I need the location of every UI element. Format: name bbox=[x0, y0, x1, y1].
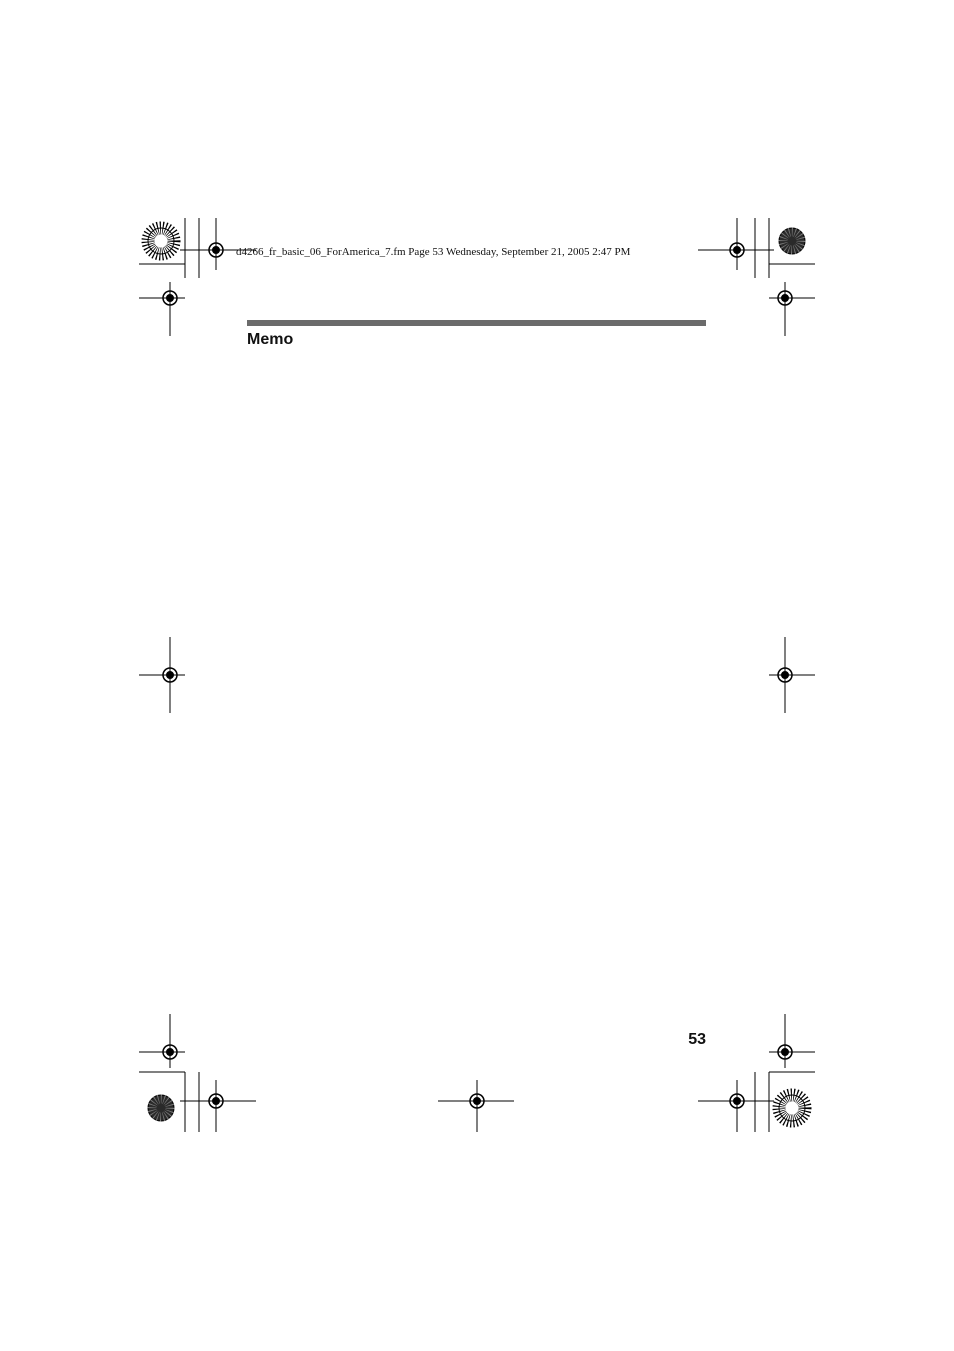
file-info-header: d4266_fr_basic_06_ForAmerica_7.fm Page 53 Wednesday, September 21, 2005 2:47 PM bbox=[236, 246, 631, 258]
registration-mark-icon bbox=[769, 637, 815, 713]
registration-mark-icon bbox=[180, 218, 256, 270]
registration-mark-icon bbox=[769, 1014, 815, 1068]
registration-mark-icon bbox=[139, 637, 185, 713]
registration-mark-icon bbox=[698, 218, 774, 270]
star-target-icon bbox=[779, 1095, 805, 1121]
page-number: 53 bbox=[688, 1031, 706, 1048]
registration-mark-icon bbox=[698, 1080, 774, 1132]
section-title: Memo bbox=[247, 331, 294, 348]
star-target-dark-icon bbox=[148, 1095, 174, 1121]
registration-mark-icon bbox=[139, 282, 185, 336]
section-rule bbox=[247, 320, 706, 326]
registration-mark-icon bbox=[180, 1080, 256, 1132]
registration-mark-icon bbox=[139, 1014, 185, 1068]
registration-mark-icon bbox=[438, 1080, 514, 1132]
registration-mark-icon bbox=[769, 282, 815, 336]
star-target-dark-icon bbox=[779, 228, 805, 254]
star-target-icon bbox=[148, 228, 174, 254]
